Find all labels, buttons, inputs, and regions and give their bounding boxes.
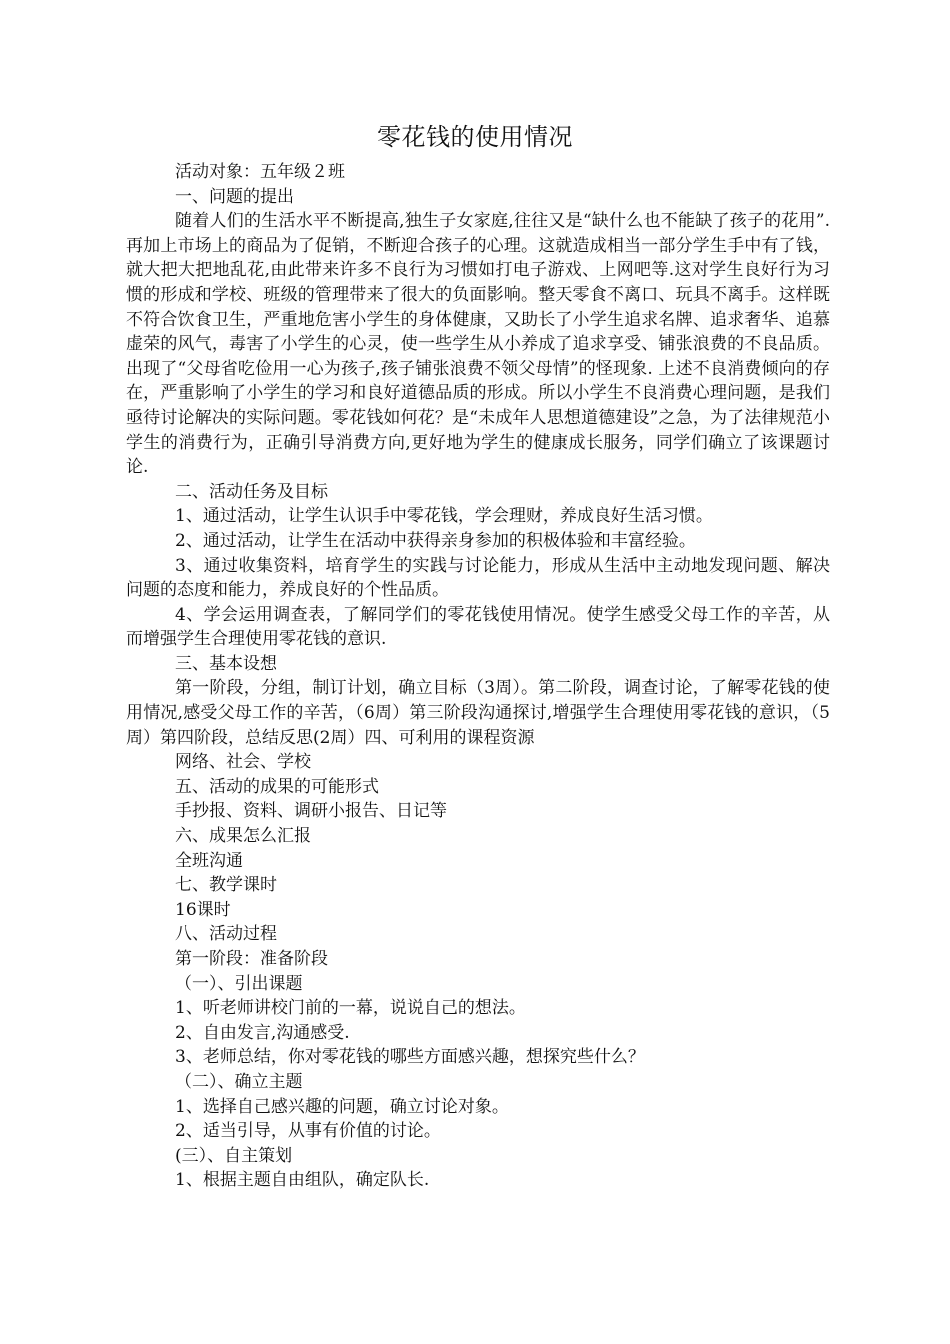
stage-heading: 第一阶段：准备阶段: [175, 949, 328, 969]
step-item: 3、老师总结，你对零花钱的哪些方面感兴趣，想探究些什么？: [175, 1047, 645, 1068]
section-heading-goals: 二、活动任务及目标: [175, 481, 328, 502]
step-heading: (三）、自主策划: [175, 1145, 293, 1166]
document-title: 零花钱的使用情况: [377, 123, 573, 151]
step-heading: （一）、引出课题: [175, 973, 303, 994]
results-text: 手抄报、资料、调研小报告、日记等: [175, 801, 447, 822]
section-heading-hours: 七、教学课时: [175, 875, 277, 896]
step-item: 2、适当引导，从事有价值的讨论。: [175, 1121, 441, 1142]
goal-item: 3、通过收集资料，培育学生的实践与讨论能力，形成从生活中主动地发现问题、解决问题的态度和能力，养成良好的个性品质。: [126, 555, 830, 601]
section-heading-report: 六、成果怎么汇报: [175, 826, 311, 847]
goal-item: 4、学会运用调查表，了解同学们的零花钱使用情况。使学生感受父母工作的辛苦，从而增强学生合理使用零花钱的意识.: [126, 604, 830, 650]
step-item: 1、根据主题自由组队，确定队长.: [175, 1170, 430, 1191]
goal-item: 2、通过活动，让学生在活动中获得亲身参加的积极体验和丰富经验。: [175, 530, 696, 551]
section-heading-plan: 三、基本设想: [175, 653, 277, 674]
step-item: 1、听老师讲校门前的一幕，说说自己的想法。: [175, 998, 526, 1019]
problem-paragraph: 随着人们的生活水平不断提高,独生子女家庭,往往又是“缺什么也不能缺了孩子的花用”.再加上市场上的商品为了促销，不断迎合孩子的心理。这就造成相当一部分学生手中有了钱，就大把大把地乱花,由此带来许多不良行为习惯如打电子游戏、上网吧等.这对学生良好行为习惯的形成和学校、班级的管理带来了很大的负面影响。整天零食不离口、玩具不离手。这样既不符合饮食卫生，严重地危害小学生的身体健康，又助长了小学生追求名牌、追求奢华、追慕虚荣的风气，毒害了小学生的心灵，使一些学生从小养成了追求享受、铺张浪费的不良品质。出现了“父母省吃俭用一心为孩子,孩子铺张浪费不领父母情”的怪现象. 上述不良消费倾向的存在，严重影响了小学生的学习和良好道德品质的形成。所以小学生不良消费心理问题，是我们亟待讨论解决的实际问题。零花钱如何花？是“未成年人思想道德建设”之急，为了法律规范小学生的消费行为，正确引导消费方向,更好地为学生的健康成长服务，同学们确立了该课题讨论.: [126, 211, 830, 478]
section-heading-process: 八、活动过程: [175, 924, 277, 945]
activity-target: 活动对象：五年级２班: [175, 162, 345, 182]
report-text: 全班沟通: [175, 850, 243, 871]
resources-text: 网络、社会、学校: [175, 752, 311, 773]
document-body: [126, 160, 830, 1193]
section-heading-results: 五、活动的成果的可能形式: [175, 776, 379, 797]
step-heading: （二）、确立主题: [175, 1071, 303, 1092]
step-item: 2、自由发言,沟通感受.: [175, 1022, 350, 1043]
hours-text: 16课时: [175, 899, 231, 920]
plan-paragraph: 第一阶段，分组，制订计划，确立目标（3周）。第二阶段，调查讨论，了解零花钱的使用情况,感受父母工作的辛苦，（6周）第三阶段沟通探讨,增强学生合理使用零花钱的意识，（5周）第四阶段，总结反思(2周）四、可利用的课程资源: [126, 678, 830, 748]
goal-item: 1、通过活动，让学生认识手中零花钱，学会理财，养成良好生活习惯。: [175, 506, 713, 527]
section-heading-problem: 一、问题的提出: [175, 186, 294, 207]
step-item: 1、选择自己感兴趣的问题，确立讨论对象。: [175, 1096, 509, 1117]
